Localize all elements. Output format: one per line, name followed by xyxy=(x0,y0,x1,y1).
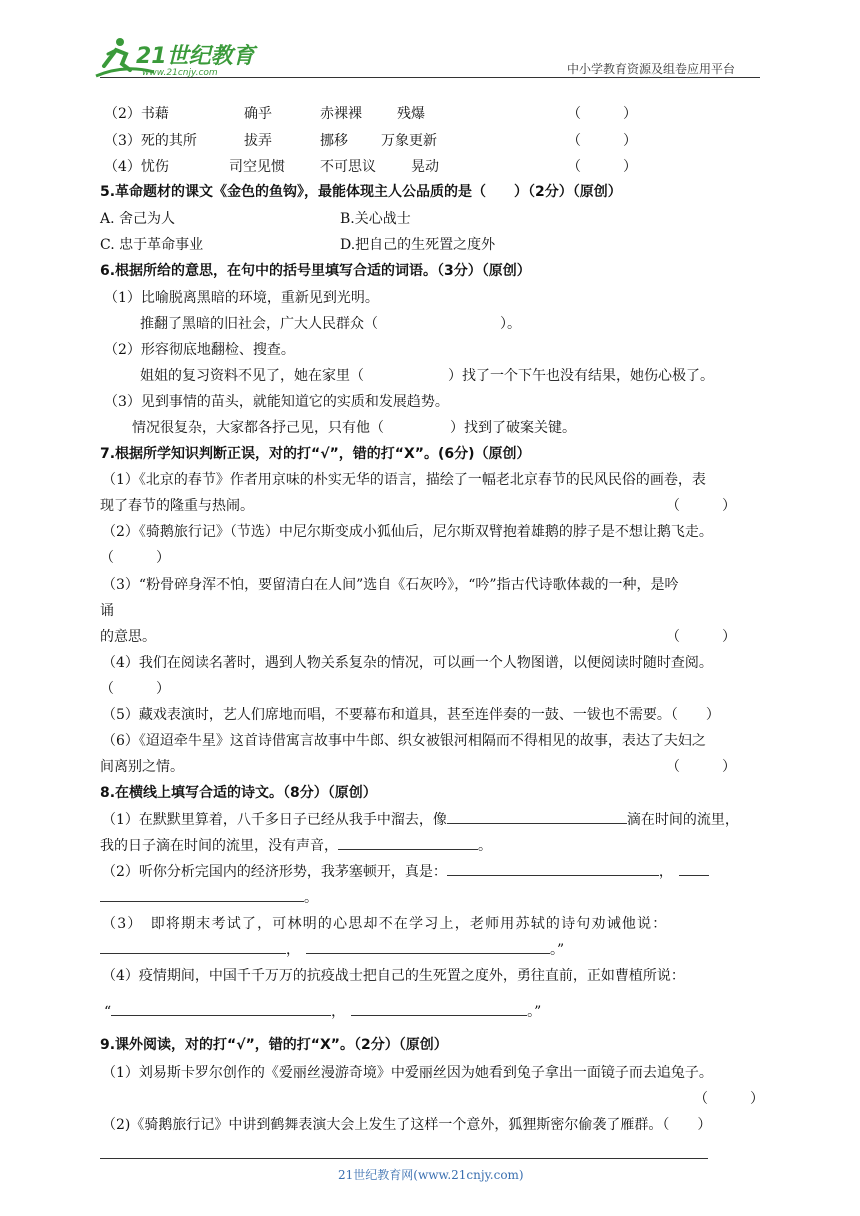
q9-item-2: （2)《骑鹅旅行记》中讲到鹤舞表演大会上发生了这样一个意外，狐狸斯密尔偷袭了雁群。（ ） xyxy=(102,1117,712,1133)
q8-item-4-line-2 xyxy=(104,1001,541,1021)
q8-item-2-line-2 xyxy=(100,887,318,907)
q8-item-2-text-b: ， xyxy=(658,864,673,880)
q8-blank-6[interactable] xyxy=(100,939,286,954)
q8-item-4-line-1: （4）疫情期间，中国千千万万的抗疫战士把自己的生死置之度外，勇往直前，正如曹植所说： xyxy=(102,968,685,984)
q7-item-3-line-3: 的意思。 xyxy=(100,629,156,645)
q8-item-3-text-b: ， xyxy=(286,942,300,958)
q4-row-4-label: （4）忧伤 xyxy=(104,159,169,175)
logo-text: 21世纪教育 xyxy=(136,44,255,69)
q9-title: 9.课外阅读，对的打“√”，错的打“X”。（2分）（原创） xyxy=(100,1037,448,1053)
q4-row-3-c: 万象更新 xyxy=(381,133,437,149)
q7-title: 7.根据所学知识判断正误，对的打“√”，错的打“X”。(6分)（原创） xyxy=(100,446,531,462)
q4-row-4-a: 司空见惯 xyxy=(229,159,285,175)
q6-sentence-3-start: 情况很复杂，大家都各抒己见，只有他（ xyxy=(132,420,384,436)
q5-option-d[interactable]: D.把自己的生死置之度外 xyxy=(340,237,496,253)
q8-item-1-line-1 xyxy=(102,809,739,829)
q4-row-3-label: （3）死的其所 xyxy=(104,133,197,149)
q6-meaning-1: （1）比喻脱离黑暗的环境，重新见到光明。 xyxy=(104,290,379,306)
q8-item-1-text-a: （1）在默默里算着，八千多日子已经从我手中溜去，像 xyxy=(102,812,447,828)
q8-blank-5[interactable] xyxy=(100,887,304,902)
q8-blank-2[interactable] xyxy=(338,835,478,850)
q8-item-3-line-1: （3） 即将期末考试了，可林明的心思却不在学习上，老师用苏轼的诗句劝诫他说： xyxy=(102,916,668,932)
q7-item-2-answer[interactable]: （ ） xyxy=(100,550,170,566)
q8-blank-3[interactable] xyxy=(447,861,659,876)
q4-row-2-b: 赤裸裸 xyxy=(320,106,362,122)
q5-option-b[interactable]: B.关心战士 xyxy=(340,211,411,227)
header-divider xyxy=(100,77,760,78)
q7-item-3-line-1: （3）“粉骨碎身浑不怕，要留清白在人间”选自《石灰吟》，“吟”指古代诗歌体裁的一种，是吟 xyxy=(102,577,679,593)
footer-divider xyxy=(100,1158,708,1159)
q6-meaning-2: （2）形容彻底地翻检、搜查。 xyxy=(104,342,295,358)
q8-item-3-text-c: 。” xyxy=(550,942,565,958)
footer-text[interactable]: 21世纪教育网(www.21cnjy.com) xyxy=(338,1168,524,1182)
q7-item-2-line-1: （2）《骑鹅旅行记》（节选）中尼尔斯变成小狐仙后，尼尔斯双臂抱着雄鹅的脖子是不想让鹅飞走。 xyxy=(102,524,713,540)
q6-meaning-3: （3）见到事情的苗头，就能知道它的实质和发展趋势。 xyxy=(104,394,449,410)
q8-item-1-line-2 xyxy=(100,835,492,855)
q7-item-3-answer[interactable]: （ ） xyxy=(666,629,736,645)
q4-row-2-a: 确乎 xyxy=(244,106,272,122)
q8-item-2-line-1 xyxy=(102,861,709,881)
q4-row-2-c: 残爆 xyxy=(397,106,425,122)
q5-title: 5.革命题材的课文《金色的鱼钩》，最能体现主人公品质的是（ ）（2分）（原创） xyxy=(100,184,622,200)
q7-item-6-line-2: 间离别之情。 xyxy=(100,759,184,775)
q7-item-1-answer[interactable]: （ ） xyxy=(666,498,736,514)
q6-sentence-2-end: ）找了一个下午也没有结果，她伤心极了。 xyxy=(448,368,714,384)
q4-row-3-b: 挪移 xyxy=(320,133,348,149)
q4-row-2-answer[interactable]: （ ） xyxy=(567,106,637,122)
q8-item-1-text-c: 我的日子滴在时间的流里，没有声音， xyxy=(100,838,338,854)
q4-row-3-a: 拔弄 xyxy=(244,133,272,149)
logo-url: www.21cnjy.com xyxy=(142,68,218,78)
q6-title: 6.根据所给的意思，在句中的括号里填写合适的词语。（3分）（原创） xyxy=(100,263,531,279)
q6-sentence-1-start: 推翻了黑暗的旧社会，广大人民群众（ xyxy=(140,316,378,332)
q8-item-3-line-2 xyxy=(100,939,564,959)
q7-item-4-line-1: （4）我们在阅读名著时，遇到人物关系复杂的情况，可以画一个人物图谱，以便阅读时随时查阅。 xyxy=(102,655,713,671)
q9-item-1: （1）刘易斯卡罗尔创作的《爱丽丝漫游奇境》中爱丽丝因为她看到兔子拿出一面镜子而去追兔子。 xyxy=(102,1065,713,1081)
q6-sentence-2-start: 姐姐的复习资料不见了，她在家里（ xyxy=(140,368,364,384)
q7-item-4-answer[interactable]: （ ） xyxy=(100,681,170,697)
q8-title: 8.在横线上填写合适的诗文。（8分）（原创） xyxy=(100,785,377,801)
q8-blank-9[interactable] xyxy=(351,1001,527,1016)
q8-item-1-text-d: 。 xyxy=(478,838,492,854)
q6-sentence-3-end: ）找到了破案关键。 xyxy=(450,420,576,436)
q8-item-4-text-b: “ xyxy=(104,1004,112,1020)
q4-row-3-answer[interactable]: （ ） xyxy=(567,133,637,149)
q4-row-4-b: 不可思议 xyxy=(320,159,376,175)
q8-blank-7[interactable] xyxy=(306,939,550,954)
q4-row-2-label: （2）书藉 xyxy=(104,106,169,122)
21cnjy-logo xyxy=(94,36,259,78)
q7-item-1-line-2: 现了春节的隆重与热闹。 xyxy=(100,498,254,514)
q8-item-2-text-c: 。 xyxy=(304,890,318,906)
q8-item-2-text-a: （2）听你分析完国内的经济形势，我茅塞顿开，真是： xyxy=(102,864,447,880)
q7-item-6-line-1: （6）《迢迢牵牛星》这首诗借寓言故事中牛郎、织女被银河相隔而不得相见的故事，表达了夫妇之 xyxy=(102,733,706,749)
q5-option-c[interactable]: C. 忠于革命事业 xyxy=(100,237,204,253)
q8-item-4-text-d: 。” xyxy=(527,1004,542,1020)
platform-name: 中小学教育资源及组卷应用平台 xyxy=(567,62,736,76)
q7-item-5-line-1: （5）藏戏表演时，艺人们席地而唱，不要幕布和道具，甚至连伴奏的一鼓、一钹也不需要。（ ） xyxy=(102,707,720,723)
q8-blank-4[interactable] xyxy=(679,861,709,876)
q7-item-3-line-2: 诵 xyxy=(100,603,114,619)
q8-item-1-text-b: 滴在时间的流里， xyxy=(626,812,739,828)
q8-blank-8[interactable] xyxy=(111,1001,331,1016)
q7-item-6-answer[interactable]: （ ） xyxy=(666,759,736,775)
q9-item-1-answer[interactable]: （ ） xyxy=(694,1091,764,1107)
q4-row-4-answer[interactable]: （ ） xyxy=(567,159,637,175)
q5-option-a[interactable]: A. 舍己为人 xyxy=(100,211,176,227)
q7-item-1-line-1: （1）《北京的春节》作者用京味的朴实无华的语言，描绘了一幅老北京春节的民风民俗的画卷，表 xyxy=(102,472,706,488)
q4-row-4-c: 晃动 xyxy=(411,159,439,175)
q6-sentence-1-end: ）。 xyxy=(500,316,521,332)
q8-blank-1[interactable] xyxy=(447,809,627,824)
q8-item-4-text-c: ， xyxy=(331,1004,346,1020)
